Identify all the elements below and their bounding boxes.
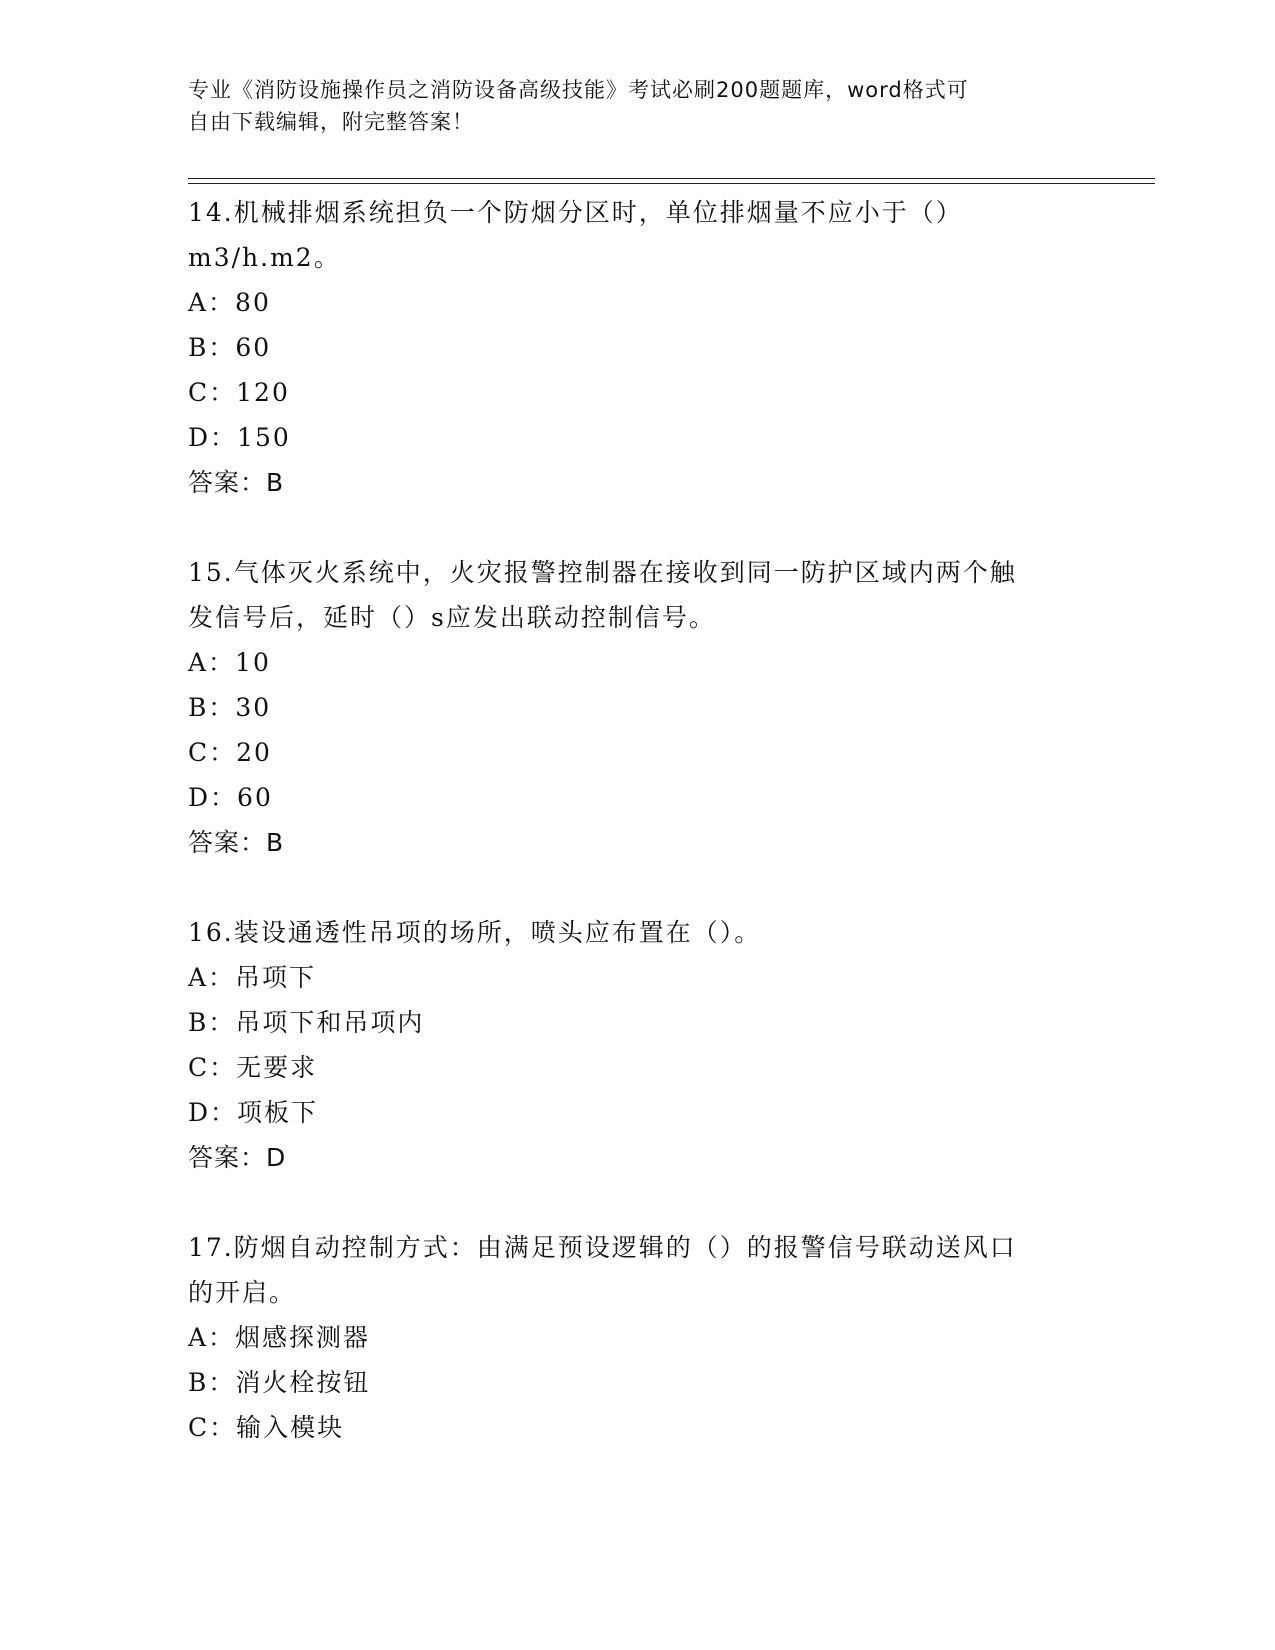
option-c: C：输入模块 — [188, 1413, 345, 1442]
question-text-line: 发信号后，延时（）s应发出联动控制信号。 — [188, 603, 716, 632]
answer-line: 答案：D — [188, 1143, 287, 1172]
option-b: B：60 — [188, 333, 272, 362]
question-17 — [188, 1225, 1088, 1450]
option-c: C：无要求 — [188, 1053, 318, 1082]
option-a: A：80 — [188, 288, 271, 317]
option-b: B：30 — [188, 693, 272, 722]
option-d: D：150 — [188, 423, 291, 452]
question-text-line: 17.防烟自动控制方式：由满足预设逻辑的（）的报警信号联动送风口 — [188, 1233, 1017, 1262]
question-15 — [188, 550, 1088, 865]
question-text-line: 16.装设通透性吊项的场所，喷头应布置在（）。 — [188, 918, 762, 947]
header-divider-bottom — [188, 183, 1155, 184]
option-b: B：吊项下和吊项内 — [188, 1008, 425, 1037]
header-line-2: 自由下载编辑，附完整答案！ — [188, 110, 474, 134]
question-14 — [188, 190, 1088, 505]
option-c: C：120 — [188, 378, 290, 407]
header-line-1: 专业《消防设施操作员之消防设备高级技能》考试必刷200题题库，word格式可 — [188, 78, 969, 102]
option-a: A：烟感探测器 — [188, 1323, 371, 1352]
option-b: B：消火栓按钮 — [188, 1368, 371, 1397]
question-text-line: 的开启。 — [188, 1278, 297, 1307]
question-text-line: 15.气体灭火系统中，火灾报警控制器在接收到同一防护区域内两个触 — [188, 558, 1017, 587]
answer-line: 答案：B — [188, 828, 285, 857]
option-d: D：60 — [188, 783, 273, 812]
spacer — [188, 505, 1088, 550]
question-list — [188, 190, 1088, 1450]
question-text-line: m3/h.m2。 — [188, 243, 341, 272]
spacer — [188, 1180, 1088, 1225]
option-a: A：吊项下 — [188, 963, 317, 992]
question-16 — [188, 910, 1088, 1180]
question-text-line: 14.机械排烟系统担负一个防烟分区时，单位排烟量不应小于（） — [188, 198, 963, 227]
option-d: D：项板下 — [188, 1098, 319, 1127]
option-c: C：20 — [188, 738, 272, 767]
header-divider-top — [188, 178, 1155, 179]
option-a: A：10 — [188, 648, 271, 677]
document-header — [188, 74, 1068, 138]
answer-line: 答案：B — [188, 468, 285, 497]
spacer — [188, 865, 1088, 910]
